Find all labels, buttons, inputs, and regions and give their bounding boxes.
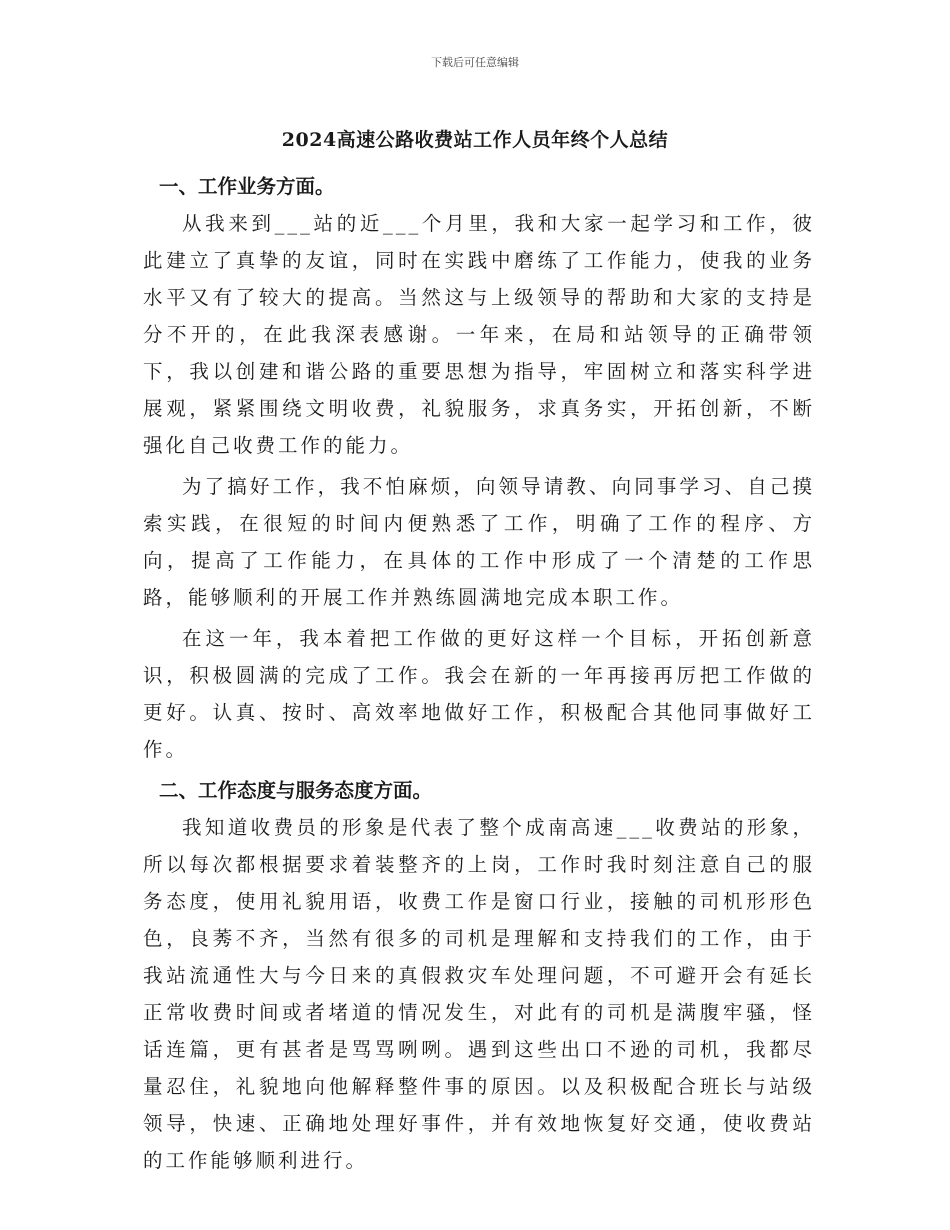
- paragraph: 我知道收费员的形象是代表了整个成南高速___收费站的形象，所以每次都根据要求着装整齐的上岗，工作时我时刻注意自己的服务态度，使用礼貌用语，收费工作是窗口行业，接触的司机形形色色，良莠不齐，当然有很多的司机是理解和支持我们的工作，由于我站流通性大与今日来的真假救灾车处理问题，不可避开会有延长正常收费时间或者堵道的情况发生，对此有的司机是满腹牢骚，怪话连篇，更有甚者是骂骂咧咧。遇到这些出口不逊的司机，我都尽量忍住，礼貌地向他解释整件事的原因。以及积极配合班长与站级领导，快速、正确地处理好事件，并有效地恢复好交通，使收费站的工作能够顺利进行。: [143, 816, 815, 1172]
- section-heading-1: 一、工作业务方面。: [159, 175, 335, 198]
- paragraph: 在这一年，我本着把工作做的更好这样一个目标，开拓创新意识，积极圆满的完成了工作。我会在新的一年再接再厉把工作做的更好。认真、按时、高效率地做好工作，积极配合其他同事做好工作。: [143, 627, 815, 761]
- header-note: 下载后可任意编辑: [431, 56, 519, 69]
- document-title: 2024高速公路收费站工作人员年终个人总结: [281, 129, 669, 151]
- paragraph: 从我来到___站的近___个月里，我和大家一起学习和工作，彼此建立了真挚的友谊，同时在实践中磨练了工作能力，使我的业务水平又有了较大的提高。当然这与上级领导的帮助和大家的支持是分不开的，在此我深表感谢。一年来，在局和站领导的正确带领下，我以创建和谐公路的重要思想为指导，牢固树立和落实科学进展观，紧紧围绕文明收费，礼貌服务，求真务实，开拓创新，不断强化自己收费工作的能力。: [143, 212, 815, 457]
- section-heading-2: 二、工作态度与服务态度方面。: [159, 779, 433, 802]
- paragraph: 为了搞好工作，我不怕麻烦，向领导请教、向同事学习、自己摸索实践，在很短的时间内便熟悉了工作，明确了工作的程序、方向，提高了工作能力，在具体的工作中形成了一个清楚的工作思路，能够顺利的开展工作并熟练圆满地完成本职工作。: [143, 475, 815, 609]
- document-body: [143, 168, 815, 1179]
